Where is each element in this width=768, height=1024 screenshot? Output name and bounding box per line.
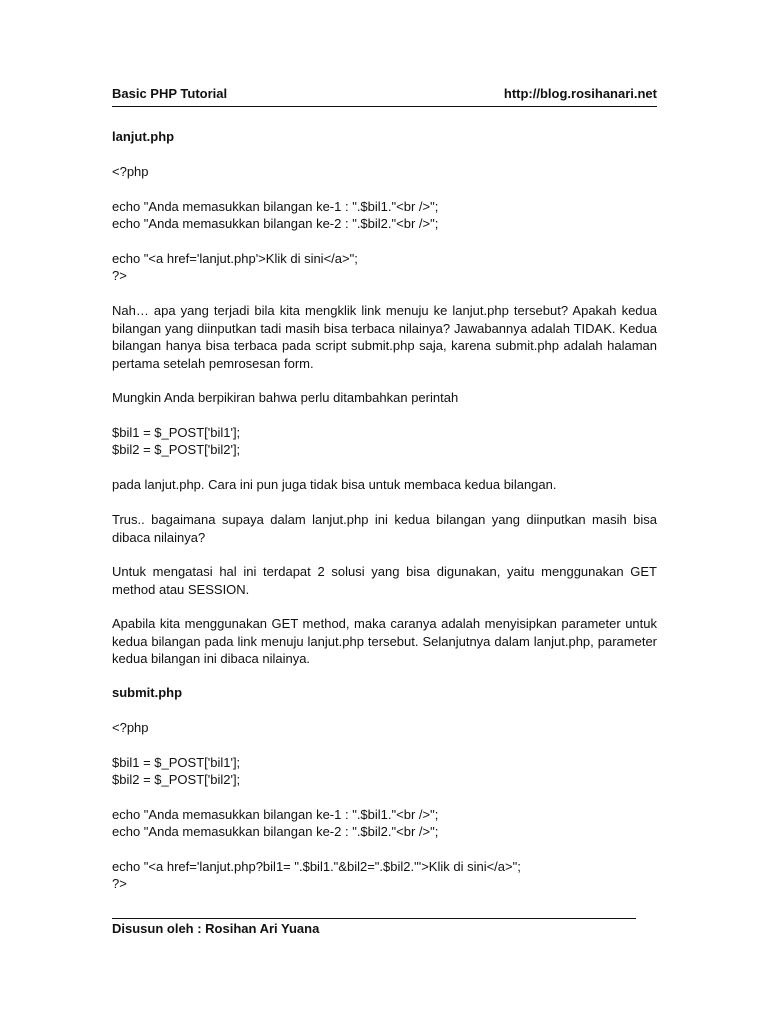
code-line: ?> — [112, 268, 127, 283]
code-line: $bil2 = $_POST['bil2']; — [112, 772, 241, 787]
header-url: http://blog.rosihanari.net — [503, 86, 657, 101]
body-paragraph: Nah… apa yang terjadi bila kita mengklik link menuju ke lanjut.php tersebut? Apakah kedua bilangan yang diinputkan tadi masih bisa terbaca nilainya? Jawabannya adalah TIDAK. Kedua bilangan hanya bisa terbaca pada script submit.php saja, karena submit.php adalah halaman pertama setelah pemrosesan form. — [112, 303, 657, 371]
code-line: echo "Anda memasukkan bilangan ke-2 : ".$bil2."<br />"; — [112, 216, 439, 231]
code-line: echo "<a href='lanjut.php?bil1= ".$bil1."&bil2=".$bil2."'>Klik di sini</a>"; — [112, 859, 521, 874]
code-line: ?> — [112, 876, 127, 891]
page-header — [112, 86, 657, 104]
body-paragraph: pada lanjut.php. Cara ini pun juga tidak bisa untuk membaca kedua bilangan. — [112, 477, 557, 492]
code-line: <?php — [112, 164, 149, 179]
code-line: echo "<a href='lanjut.php'>Klik di sini</a>"; — [112, 251, 358, 266]
section-heading-lanjut: lanjut.php — [112, 129, 175, 144]
section-heading-submit: submit.php — [112, 685, 183, 700]
footer-author: Disusun oleh : Rosihan Ari Yuana — [112, 921, 320, 936]
footer-divider — [112, 918, 636, 919]
code-line: $bil2 = $_POST['bil2']; — [112, 442, 241, 457]
body-paragraph: Mungkin Anda berpikiran bahwa perlu ditambahkan perintah — [112, 390, 459, 405]
body-paragraph: Apabila kita menggunakan GET method, maka caranya adalah menyisipkan parameter untuk kedua bilangan pada link menuju lanjut.php tersebut. Selanjutnya dalam lanjut.php, parameter kedua bilangan ini dibaca nilainya. — [112, 616, 657, 666]
code-line: $bil1 = $_POST['bil1']; — [112, 755, 241, 770]
body-paragraph: Trus.. bagaimana supaya dalam lanjut.php ini kedua bilangan yang diinputkan masih bisa dibaca nilainya? — [112, 512, 657, 545]
code-line: echo "Anda memasukkan bilangan ke-2 : ".$bil2."<br />"; — [112, 824, 439, 839]
code-line: echo "Anda memasukkan bilangan ke-1 : ".$bil1."<br />"; — [112, 807, 439, 822]
header-title: Basic PHP Tutorial — [112, 86, 228, 101]
body-paragraph: Untuk mengatasi hal ini terdapat 2 solusi yang bisa digunakan, yaitu menggunakan GET method atau SESSION. — [112, 564, 657, 597]
code-line: $bil1 = $_POST['bil1']; — [112, 425, 241, 440]
code-line: <?php — [112, 720, 149, 735]
header-divider — [112, 106, 657, 107]
code-line: echo "Anda memasukkan bilangan ke-1 : ".$bil1."<br />"; — [112, 199, 439, 214]
